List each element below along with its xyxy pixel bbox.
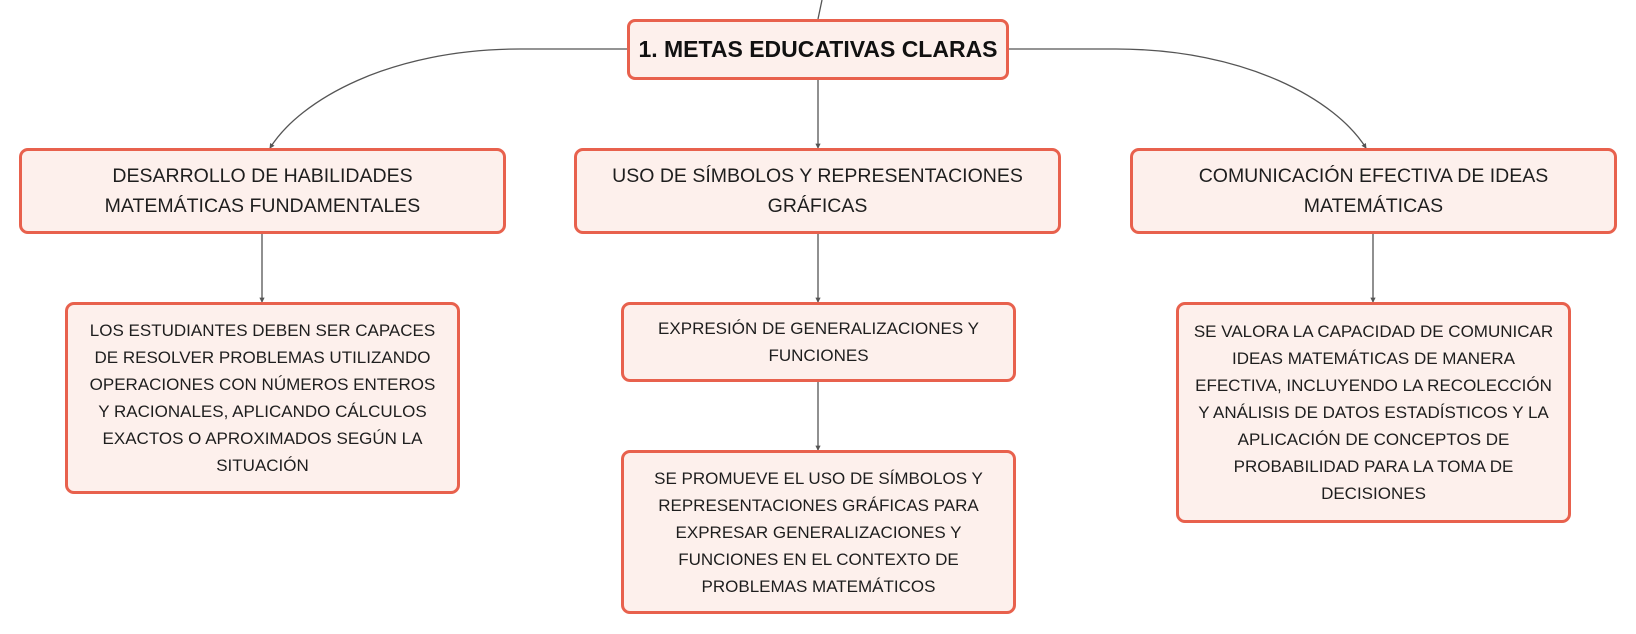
subtopic-node-generalizaciones[interactable] [621,302,1016,382]
subtopic-node-label: EXPRESIÓN DE GENERALIZACIONES Y FUNCIONES [658,319,979,365]
root-node[interactable] [627,19,1009,80]
detail-node-comunicacion[interactable] [1176,302,1571,523]
connector-root-to-branch-1 [270,49,627,148]
branch-node-simbolos[interactable] [574,148,1061,234]
detail-node-label: LOS ESTUDIANTES DEBEN SER CAPACES DE RESOLVER PROBLEMAS UTILIZANDO OPERACIONES CON NÚMEROS ENTEROS Y RACIONALES, APLICANDO CÁLCULOS EXACTOS O APROXIMADOS SEGÚN LA SITUACIÓN [89,321,436,475]
branch-node-label: COMUNICACIÓN EFECTIVA DE IDEAS MATEMÁTICAS [1198,165,1549,217]
branch-node-habilidades[interactable] [19,148,506,234]
connector-parent-to-root [818,0,822,19]
connector-root-to-branch-3 [1009,49,1366,148]
branch-node-label: USO DE SÍMBOLOS Y REPRESENTACIONES GRÁFICAS [612,165,1023,217]
detail-node-habilidades[interactable] [65,302,460,494]
branch-node-comunicacion[interactable] [1130,148,1617,234]
detail-node-simbolos[interactable] [621,450,1016,614]
branch-node-label: DESARROLLO DE HABILIDADES MATEMÁTICAS FUNDAMENTALES [104,165,421,217]
root-node-label: 1. METAS EDUCATIVAS CLARAS [638,36,998,62]
detail-node-label: SE VALORA LA CAPACIDAD DE COMUNICAR IDEAS MATEMÁTICAS DE MANERA EFECTIVA, INCLUYENDO LA RECOLECCIÓN Y ANÁLISIS DE DATOS ESTADÍSTICOS Y LA APLICACIÓN DE CONCEPTOS DE PROBABILIDAD PARA LA TOMA DE DECISIONES [1193,322,1554,503]
detail-node-label: SE PROMUEVE EL USO DE SÍMBOLOS Y REPRESENTACIONES GRÁFICAS PARA EXPRESAR GENERALIZACIONES Y FUNCIONES EN EL CONTEXTO DE PROBLEMAS MATEMÁTICOS [654,468,983,596]
